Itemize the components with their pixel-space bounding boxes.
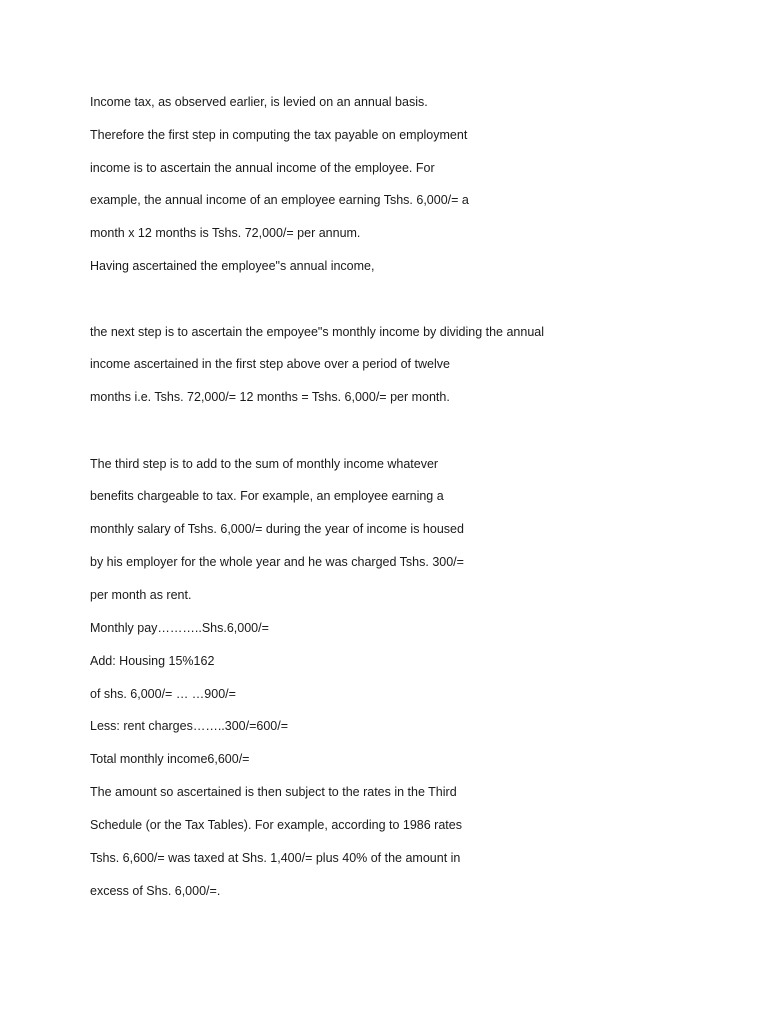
text-line: Add: Housing 15%162 bbox=[90, 654, 215, 668]
text-line: The third step is to add to the sum of monthly income whatever bbox=[90, 457, 439, 471]
text-line: per month as rent. bbox=[90, 588, 192, 602]
text-line: by his employer for the whole year and he was charged Tshs. 300/= bbox=[90, 555, 464, 569]
text-line: Income tax, as observed earlier, is levied on an annual basis. bbox=[90, 95, 428, 109]
text-line: the next step is to ascertain the empoyee"s monthly income by dividing the annual bbox=[90, 325, 545, 339]
text-line: income is to ascertain the annual income of the employee. For bbox=[90, 161, 435, 175]
text-line: example, the annual income of an employee earning Tshs. 6,000/= a bbox=[90, 193, 469, 207]
text-line: Tshs. 6,600/= was taxed at Shs. 1,400/= plus 40% of the amount in bbox=[90, 851, 461, 865]
text-line: excess of Shs. 6,000/=. bbox=[90, 884, 221, 898]
text-line: Schedule (or the Tax Tables). For example, according to 1986 rates bbox=[90, 818, 462, 832]
text-line: months i.e. Tshs. 72,000/= 12 months = Tshs. 6,000/= per month. bbox=[90, 390, 450, 404]
text-line: Monthly pay………..Shs.6,000/= bbox=[90, 621, 269, 635]
text-line: monthly salary of Tshs. 6,000/= during the year of income is housed bbox=[90, 522, 464, 536]
text-line: Therefore the first step in computing the tax payable on employment bbox=[90, 128, 468, 142]
text-line: Total monthly income6,600/= bbox=[90, 752, 250, 766]
text-line: Less: rent charges……..300/=600/= bbox=[90, 719, 289, 733]
text-line: Having ascertained the employee"s annual income, bbox=[90, 259, 375, 273]
text-line: benefits chargeable to tax. For example, an employee earning a bbox=[90, 489, 444, 503]
text-line: month x 12 months is Tshs. 72,000/= per annum. bbox=[90, 226, 361, 240]
text-line: of shs. 6,000/= … …900/= bbox=[90, 687, 236, 701]
text-line: income ascertained in the first step above over a period of twelve bbox=[90, 357, 450, 371]
text-line: The amount so ascertained is then subject to the rates in the Third bbox=[90, 785, 457, 799]
